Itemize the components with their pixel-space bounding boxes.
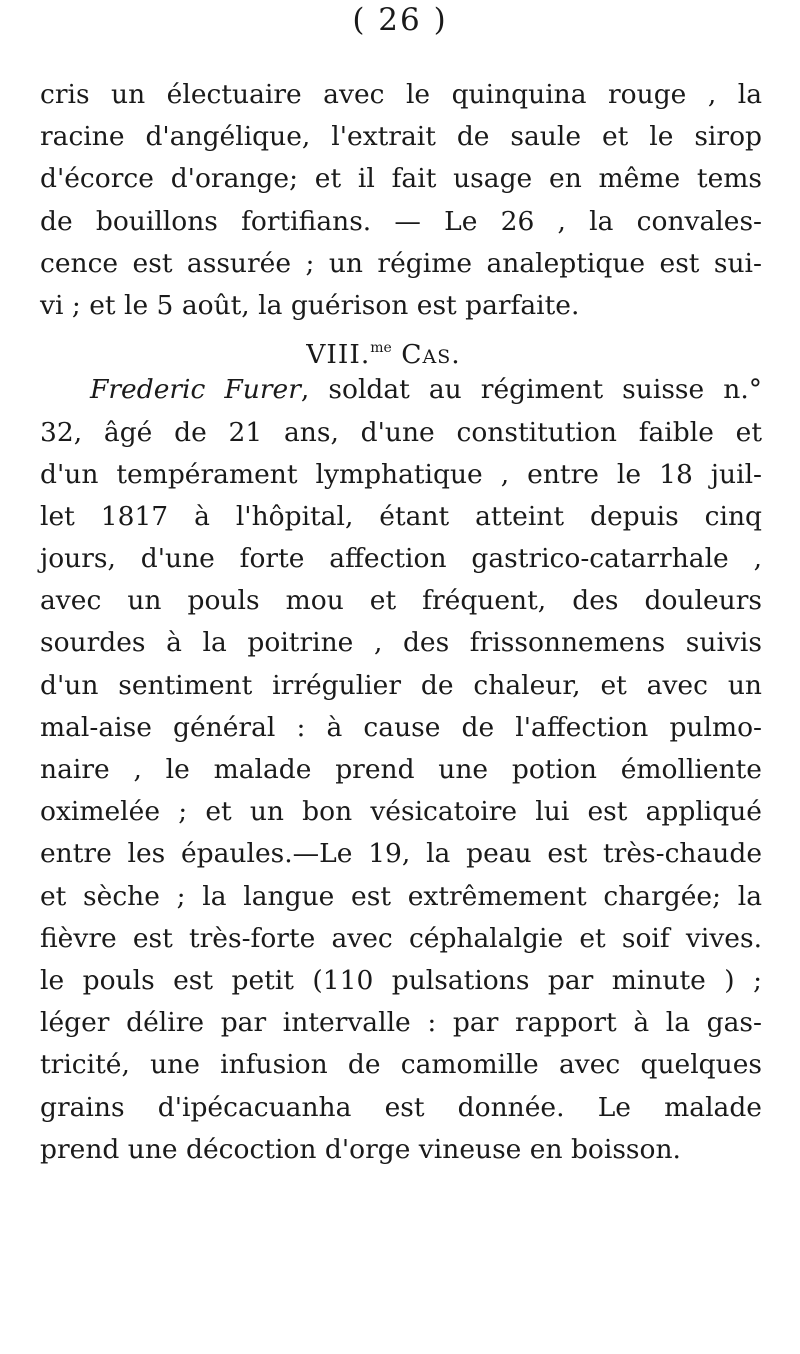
text-line: prend une décoction d'orge vineuse en boisson. — [40, 1133, 681, 1165]
body-text — [40, 74, 762, 1171]
text-line: et sèche ; la langue est extrêmement chargée; la — [40, 880, 762, 912]
text-line: sourdes à la poitrine , des frissonnemens suivis — [40, 627, 762, 659]
text-line: d'un tempérament lymphatique , entre le 18 juil- — [40, 458, 762, 490]
patient-name: Frederic Furer — [90, 374, 301, 406]
page-number: ( 26 ) — [352, 2, 448, 38]
text-line: 32, âgé de 21 ans, d'une constitution faible et — [40, 416, 762, 448]
text-line: entre les épaules.—Le 19, la peau est très-chaude — [40, 838, 762, 870]
text-line: d'un sentiment irrégulier de chaleur, et avec un — [40, 669, 762, 701]
case-heading — [40, 327, 762, 369]
text-line: cris un électuaire avec le quinquina rouge , la — [40, 79, 762, 110]
case-number: VIII. — [306, 339, 371, 371]
text-line — [40, 369, 762, 411]
text-line: léger délire par intervalle : par rapport à la gas- — [40, 1007, 762, 1039]
text-line: cence est assurée ; un régime analeptique est sui- — [40, 247, 762, 279]
text-line: mal-aise général : à cause de l'affection pulmo- — [40, 711, 762, 743]
case-word: Cas. — [401, 339, 461, 371]
text-line: avec un pouls mou et fréquent, des douleurs — [40, 585, 762, 617]
text-line: racine d'angélique, l'extrait de saule et le sirop — [40, 121, 762, 153]
case-number-suffix: me — [370, 340, 392, 357]
text-line-rest: , soldat au régiment suisse n.° — [300, 374, 762, 406]
text-line: d'écorce d'orange; et il fait usage en même tems — [40, 163, 762, 195]
text-line: jours, d'une forte affection gastrico-catarrhale , — [40, 543, 762, 575]
text-line: oximelée ; et un bon vésicatoire lui est appliqué — [40, 796, 762, 828]
text-line: de bouillons fortifians. — Le 26 , la convales- — [40, 205, 762, 237]
text-line: vi ; et le 5 août, la guérison est parfaite. — [40, 289, 580, 321]
text-line: let 1817 à l'hôpital, étant atteint depuis cinq — [40, 500, 762, 532]
text-line: naire , le malade prend une potion émolliente — [40, 754, 762, 785]
text-line: le pouls est petit (110 pulsations par minute ) ; — [40, 964, 762, 996]
text-line: tricité, une infusion de camomille avec quelques — [40, 1049, 762, 1081]
text-line: grains d'ipécacuanha est donnée. Le malade — [40, 1091, 762, 1123]
text-line: fièvre est très-forte avec céphalalgie et soif vives. — [40, 922, 762, 954]
